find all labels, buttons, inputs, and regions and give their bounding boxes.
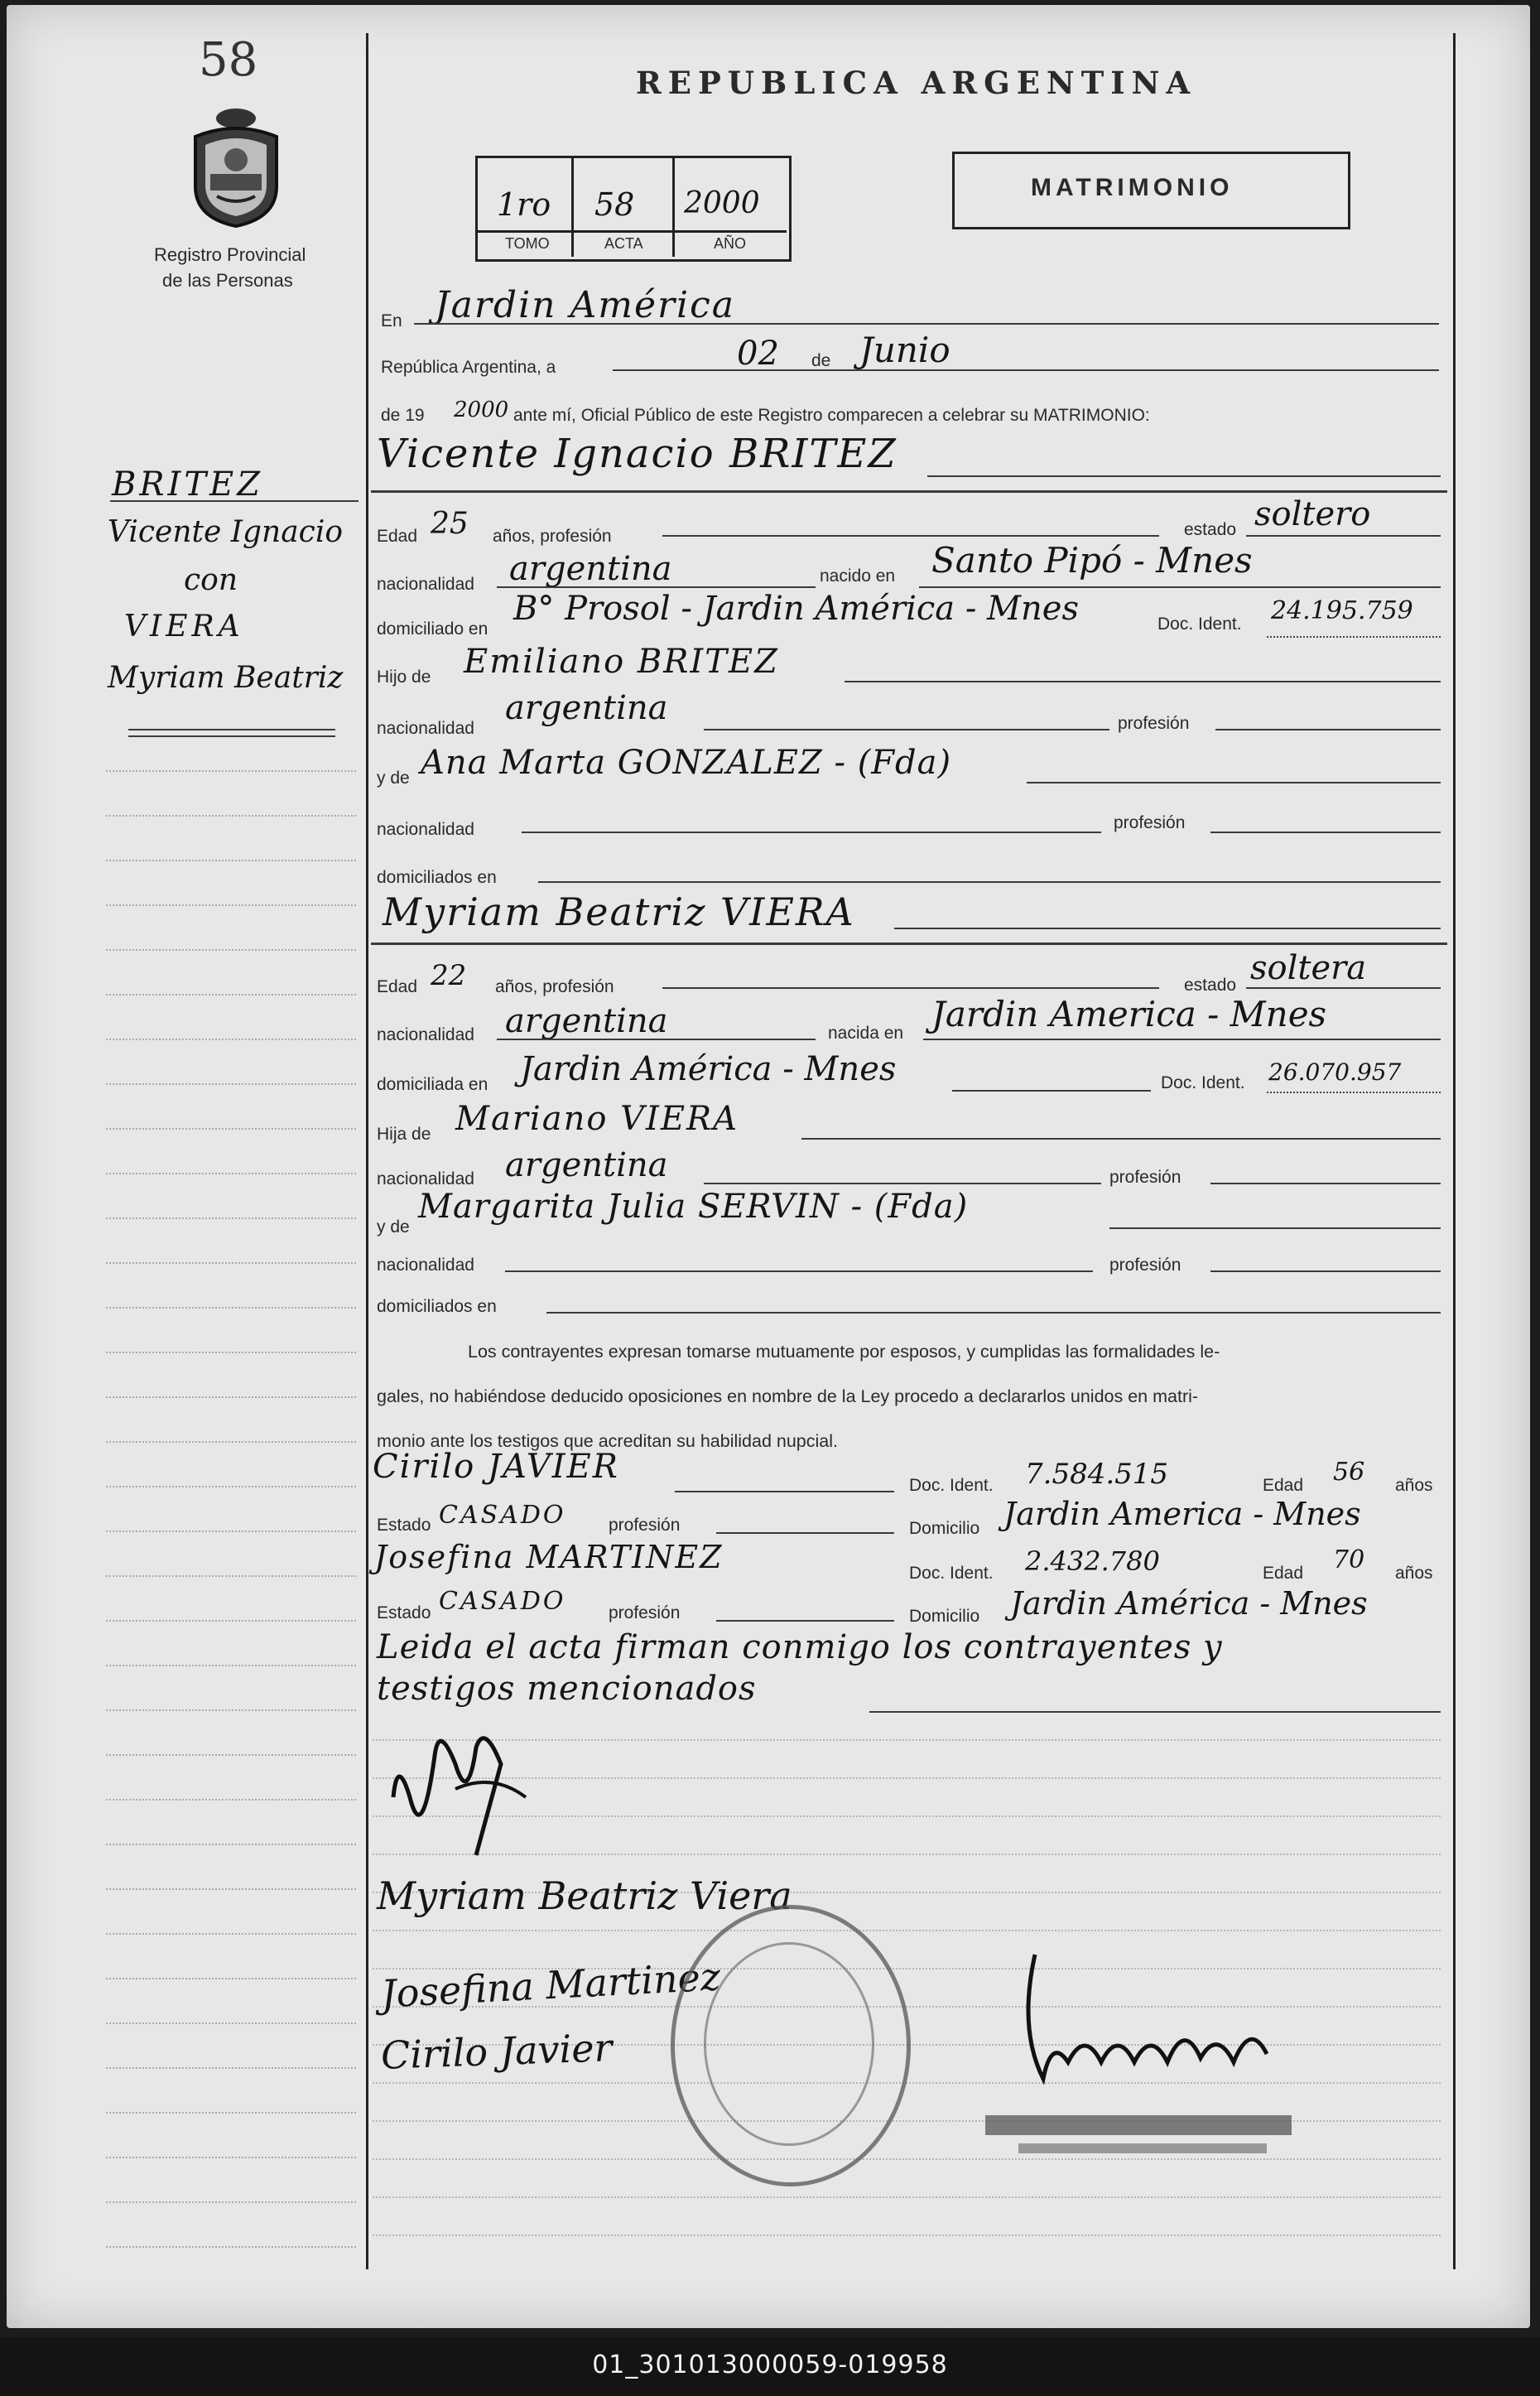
bride-mother-prof-label: profesión (1109, 1256, 1181, 1275)
place-value: Jardin América (435, 284, 735, 326)
acta-label: ACTA (604, 235, 643, 252)
sidebar-rule (106, 1083, 356, 1085)
witness1-doc-label: Doc. Ident. (909, 1476, 994, 1495)
groom-mother-prof-label: profesión (1114, 813, 1186, 832)
bride-estado-label: estado (1184, 976, 1237, 995)
groom-anos-profesion-label: años, profesión (493, 527, 612, 546)
bride-father-nac-label: nacionalidad (377, 1169, 474, 1188)
witness2-estado-label: Estado (377, 1603, 431, 1622)
margin-note-surname: BRITEZ (112, 465, 263, 504)
sidebar-rule (106, 1933, 356, 1935)
provincial-seal-icon (184, 104, 288, 228)
intro-clause: ante mí, Oficial Público de este Registro comparecen a celebrar su MATRIMONIO: (513, 406, 1150, 425)
registry-line-2: de las Personas (162, 270, 293, 291)
witness1-domicilio-label: Domicilio (909, 1519, 980, 1538)
groom-mother-nac-label: nacionalidad (377, 820, 474, 839)
groom-edad: 25 (431, 507, 469, 541)
sidebar-rule (106, 1039, 356, 1040)
witness2-profesion-label: profesión (609, 1603, 681, 1622)
groom-domicilio: B° Prosol - Jardin América - Mnes (513, 590, 1079, 628)
bride-name: Myriam Beatriz VIERA (383, 889, 855, 934)
groom-estado: soltero (1254, 495, 1371, 533)
witness2-estado: CASADO (439, 1587, 566, 1616)
bride-father-nac: argentina (505, 1146, 668, 1184)
left-margin-rule (366, 33, 368, 2269)
witness1-doc: 7.584.515 (1025, 1458, 1169, 1491)
year-prefix-label: de 19 (381, 406, 425, 425)
sidebar-rule (106, 949, 356, 951)
closing-line-2: testigos mencionados (377, 1670, 757, 1708)
groom-father-nac: argentina (505, 689, 668, 727)
sidebar-rule (106, 1844, 356, 1845)
sidebar-rule (106, 1978, 356, 1979)
margin-note-underline (110, 500, 359, 502)
groom-domiciliados-label: domiciliados en (377, 868, 497, 887)
bride-domicilio: Jardin América - Mnes (520, 1050, 897, 1088)
sidebar-rule (106, 2112, 356, 2114)
bride-mother-nac-label: nacionalidad (377, 1256, 474, 1275)
main-rule (373, 2158, 1441, 2160)
bride-domiciliados-label: domiciliados en (377, 1297, 497, 1316)
witness1-estado-label: Estado (377, 1516, 431, 1535)
bride-mother: Margarita Julia SERVIN - (Fda) (418, 1188, 969, 1226)
en-label: En (381, 311, 402, 330)
registry-line-1: Registro Provincial (154, 244, 306, 265)
groom-edad-label: Edad (377, 527, 418, 546)
bride-nacida: Jardin America - Mnes (931, 994, 1327, 1034)
bride-nacionalidad: argentina (505, 1002, 668, 1040)
bride-domiciliada-label: domiciliada en (377, 1075, 488, 1094)
groom-father-prof-label: profesión (1118, 714, 1190, 733)
witness1-estado: CASADO (439, 1501, 566, 1530)
declaration-line-2: gales, no habiéndose deducido oposiciones en nombre de la Ley procedo a declararlos unidos en matri- (377, 1386, 1199, 1406)
groom-hijo-label: Hijo de (377, 668, 431, 687)
sidebar-rule (106, 1441, 356, 1443)
witness2-domicilio: Jardin América - Mnes (1010, 1585, 1368, 1622)
right-margin-rule (1453, 33, 1456, 2269)
page-number: 58 (199, 33, 258, 87)
groom-estado-label: estado (1184, 520, 1237, 539)
witness2-domicilio-label: Domicilio (909, 1607, 980, 1626)
witness1-profesion-label: profesión (609, 1516, 681, 1535)
witness2-edad: 70 (1333, 1545, 1365, 1574)
sidebar-rule (106, 1575, 356, 1577)
groom-doc: 24.195.759 (1271, 596, 1413, 625)
declaration-line-3: monio ante los testigos que acreditan su habilidad nupcial. (377, 1431, 838, 1451)
footer-label: 01_301013000059-019958 (592, 2350, 948, 2379)
groom-father: Emiliano BRITEZ (464, 643, 779, 681)
republica-label: República Argentina, a (381, 358, 556, 377)
margin-note-con: con (184, 563, 238, 597)
witness2-name: Josefina MARTINEZ (374, 1539, 724, 1575)
bride-father: Mariano VIERA (455, 1100, 739, 1138)
sidebar-rule (106, 1665, 356, 1666)
groom-nacionalidad-label: nacionalidad (377, 575, 474, 594)
sidebar-rule (106, 1352, 356, 1353)
republic-title: REPUBLICA ARGENTINA (636, 65, 1197, 101)
sidebar-rule (106, 1396, 356, 1398)
month-value: Junio (859, 330, 950, 370)
bride-signature: Myriam Beatriz Viera (377, 1873, 792, 1918)
groom-signature (377, 1706, 559, 1863)
officer-stamp-block (985, 2115, 1292, 2135)
sidebar-rule (106, 2067, 356, 2069)
day-value: 02 (737, 335, 779, 373)
margin-note-bride-names: Myriam Beatriz (108, 661, 344, 695)
bride-anos-profesion-label: años, profesión (495, 977, 614, 996)
sidebar-rule (106, 1754, 356, 1756)
groom-domiciliado-label: domiciliado en (377, 619, 488, 639)
sidebar-rule (106, 1128, 356, 1130)
year-value: 2000 (454, 398, 509, 422)
bride-edad-label: Edad (377, 977, 418, 996)
witness1-signature: Cirilo Javier (380, 2025, 614, 2078)
officer-signature (985, 1938, 1300, 2120)
sidebar-rule (106, 1888, 356, 1890)
declaration-line-1: Los contrayentes expresan tomarse mutuamente por esposos, y cumplidas las formalidades le- (468, 1342, 1220, 1362)
margin-note-bride-surname: VIERA (124, 610, 244, 644)
witness2-edad-label: Edad (1263, 1564, 1304, 1583)
main-rule (373, 2196, 1441, 2198)
witness1-edad: 56 (1333, 1458, 1365, 1487)
officer-stamp-block-2 (1018, 2143, 1267, 2153)
closing-line-1: Leida el acta firman conmigo los contrayentes y (377, 1628, 1223, 1666)
bride-doc-label: Doc. Ident. (1161, 1073, 1245, 1092)
bride-yde-label: y de (377, 1217, 410, 1237)
sidebar-rule (106, 2201, 356, 2203)
tomo-label: TOMO (505, 235, 550, 252)
sidebar-rule (106, 1709, 356, 1711)
sidebar-rule (106, 1799, 356, 1801)
bride-hija-label: Hija de (377, 1125, 431, 1144)
groom-nacido-label: nacido en (820, 566, 896, 586)
main-rule (373, 1930, 1441, 1931)
sidebar-rule (106, 1173, 356, 1174)
sidebar-rule (106, 2157, 356, 2158)
groom-doc-label: Doc. Ident. (1157, 615, 1242, 634)
main-rule (373, 2234, 1441, 2236)
groom-father-nac-label: nacionalidad (377, 719, 474, 738)
sidebar-rule (106, 815, 356, 817)
sidebar-rule (106, 2022, 356, 2024)
groom-nacido: Santo Pipó - Mnes (931, 540, 1253, 581)
bride-nacionalidad-label: nacionalidad (377, 1025, 474, 1044)
sidebar-rule (106, 1262, 356, 1264)
margin-note-double-line-1 (128, 729, 335, 730)
ano-label: AÑO (714, 235, 747, 252)
groom-nacionalidad: argentina (509, 550, 672, 588)
sidebar-rule (106, 1307, 356, 1309)
acta-value: 58 (594, 186, 635, 223)
sidebar-rule (106, 1217, 356, 1219)
sidebar-rule (106, 2246, 356, 2248)
groom-name: Vicente Ignacio BRITEZ (377, 431, 898, 477)
sidebar-rule (106, 1620, 356, 1622)
bride-nacida-label: nacida en (828, 1024, 904, 1043)
witness1-edad-label: Edad (1263, 1476, 1304, 1495)
groom-mother: Ana Marta GONZALEZ - (Fda) (421, 744, 952, 782)
witness2-doc: 2.432.780 (1025, 1545, 1160, 1577)
sidebar-rule (106, 1531, 356, 1532)
sidebar-rule (106, 860, 356, 861)
witness1-anos-label: años (1395, 1476, 1433, 1495)
witness2-anos-label: años (1395, 1564, 1433, 1583)
tomo-value: 1ro (497, 186, 551, 223)
witness2-signature: Josefina Martinez (379, 1954, 722, 2017)
groom-yde-label: y de (377, 769, 410, 788)
sidebar-rule (106, 904, 356, 906)
sidebar-rule (106, 994, 356, 996)
ano-value: 2000 (684, 186, 760, 220)
witness1-name: Cirilo JAVIER (373, 1448, 619, 1486)
witness2-doc-label: Doc. Ident. (909, 1564, 994, 1583)
witness1-domicilio: Jardin America - Mnes (1003, 1496, 1361, 1532)
bride-estado: soltera (1250, 949, 1367, 987)
bride-doc: 26.070.957 (1268, 1058, 1402, 1086)
de-label: de (811, 351, 831, 370)
margin-note-double-line-2 (128, 735, 335, 737)
sidebar-rule (106, 1486, 356, 1487)
sidebar-rule (106, 770, 356, 772)
bride-edad: 22 (431, 959, 467, 992)
margin-note-given-names: Vicente Ignacio (108, 515, 344, 549)
bride-father-prof-label: profesión (1109, 1168, 1181, 1187)
doc-type-title: MATRIMONIO (1031, 174, 1234, 201)
